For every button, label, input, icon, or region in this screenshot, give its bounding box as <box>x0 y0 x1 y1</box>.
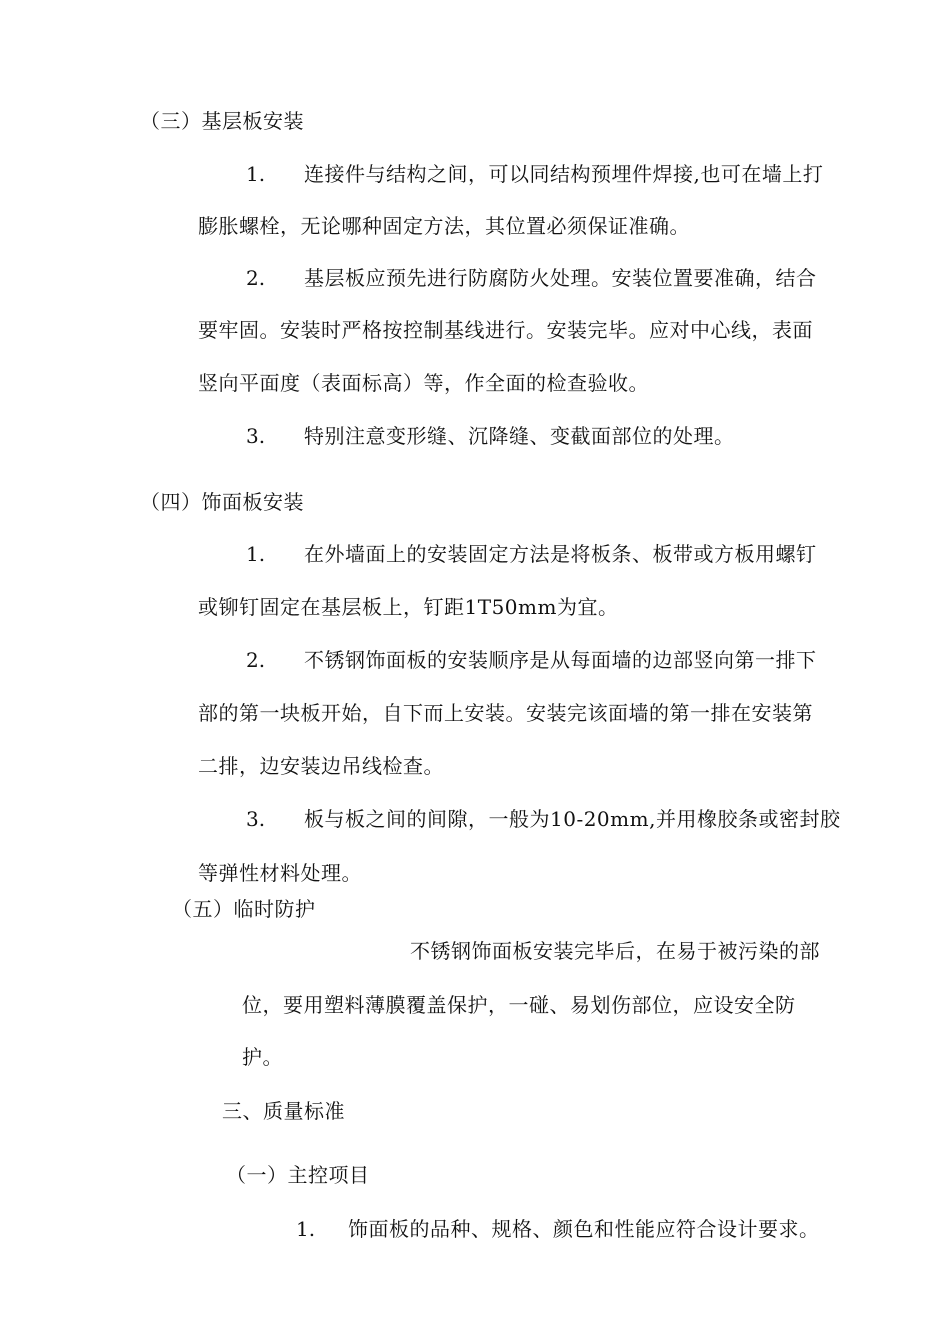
item-number: 2. <box>246 266 266 290</box>
paragraph-line: 护。 <box>242 1045 283 1069</box>
item-number: 1. <box>296 1217 316 1241</box>
paragraph-line: 位，要用塑料薄膜覆盖保护，一碰、易划伤部位，应设安全防 <box>242 993 796 1017</box>
paragraph-line: 膨胀螺栓，无论哪种固定方法，其位置必须保证准确。 <box>198 214 690 238</box>
paragraph-line: 在外墙面上的安装固定方法是将板条、板带或方板用螺钉 <box>304 542 817 566</box>
section-heading-4: （四）饰面板安装 <box>140 490 304 514</box>
paragraph-line: 特别注意变形缝、沉降缝、变截面部位的处理。 <box>304 424 735 448</box>
item-number: 1. <box>246 162 266 186</box>
paragraph-line: 竖向平面度（表面标高）等，作全面的检查验收。 <box>198 371 649 395</box>
section-heading-3: （三）基层板安装 <box>140 109 304 133</box>
paragraph-line: 板与板之间的间隙，一般为10-20mm,并用橡胶条或密封胶 <box>304 807 841 831</box>
subsection-heading: （一）主控项目 <box>226 1163 370 1187</box>
item-number: 1. <box>246 542 266 566</box>
paragraph-line: 或铆钉固定在基层板上，钉距1T50mm为宜。 <box>198 595 619 619</box>
paragraph-line: 不锈钢饰面板安装完毕后，在易于被污染的部 <box>410 939 820 963</box>
paragraph-line: 连接件与结构之间，可以同结构预埋件焊接,也可在墙上打 <box>304 162 824 186</box>
chapter-heading: 三、质量标准 <box>222 1099 345 1123</box>
item-number: 3. <box>246 424 266 448</box>
paragraph-line: 二排，边安装边吊线检查。 <box>198 754 444 778</box>
paragraph-line: 基层板应预先进行防腐防火处理。安装位置要准确，结合 <box>304 266 817 290</box>
paragraph-line: 要牢固。安装时严格按控制基线进行。安装完毕。应对中心线，表面 <box>198 318 813 342</box>
item-number: 3. <box>246 807 266 831</box>
paragraph-line: 部的第一块板开始，自下而上安装。安装完该面墙的第一排在安装第 <box>198 701 813 725</box>
section-heading-5: （五）临时防护 <box>172 897 316 921</box>
paragraph-line: 等弹性材料处理。 <box>198 861 362 885</box>
paragraph-line: 饰面板的品种、规格、颜色和性能应符合设计要求。 <box>348 1217 820 1241</box>
paragraph-line: 不锈钢饰面板的安装顺序是从每面墙的边部竖向第一排下 <box>304 648 817 672</box>
item-number: 2. <box>246 648 266 672</box>
